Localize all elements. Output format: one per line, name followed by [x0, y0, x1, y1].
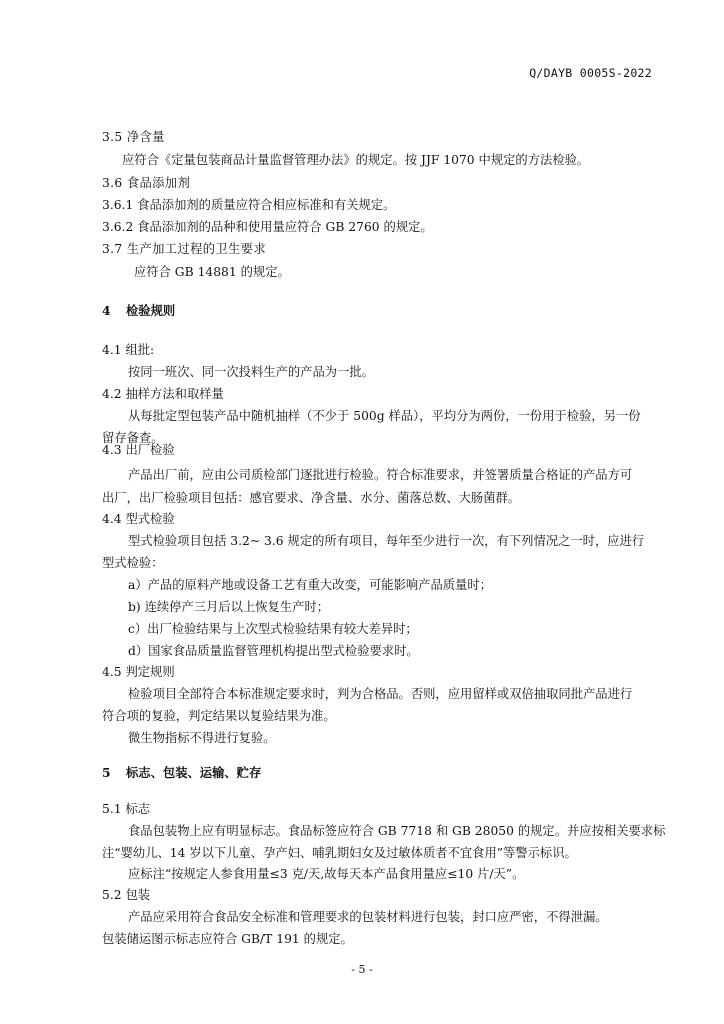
section-3-6-2: 3.6.2 食品添加剂的品种和使用量应符合 GB 2760 的规定。 [102, 220, 433, 234]
chapter-4-heading [102, 303, 175, 319]
standard-code: Q/DAYB 0005S-2022 [529, 66, 652, 80]
list-item: c）出厂检验结果与上次型式检验结果有较大差异时； [128, 622, 418, 636]
list-item: d）国家食品质量监督管理机构提出型式检验要求时。 [128, 644, 419, 658]
page-number: - 5 - [351, 963, 373, 976]
chapter-5-title: 标志、包装、运输、贮存 [126, 765, 262, 780]
section-3-5-body: 应符合《定量包装商品计量监督管理办法》的规定。按 JJF 1070 中规定的方法检验。 [122, 153, 590, 167]
list-item: a）产品的原料产地或设备工艺有重大改变，可能影响产品质量时； [128, 578, 492, 592]
section-4-4-title: 4.4 型式检验 [102, 512, 175, 526]
section-3-5-title: 3.5 净含量 [102, 130, 165, 144]
chapter-4-title: 检验规则 [126, 303, 176, 318]
section-4-4-body-line-2: 型式检验： [102, 556, 164, 570]
section-3-6-1: 3.6.1 食品添加剂的质量应符合相应标准和有关规定。 [102, 198, 396, 212]
section-3-6-title: 3.6 食品添加剂 [102, 176, 191, 190]
section-4-5-body-line-3: 微生物指标不得进行复验。 [128, 731, 276, 745]
section-4-2-body-line-1: 从每批定型包装产品中随机抽样（不少于 500g 样品），平均分为两份，一份用于检验，另一份 [128, 409, 641, 423]
section-5-1-title: 5.1 标志 [102, 802, 151, 816]
section-5-1-body-line-1: 食品包装物上应有明显标志。食品标签应符合 GB 7718 和 GB 28050 的规定。并应按相关要求标 [128, 824, 666, 838]
section-4-5-body-line-1: 检验项目全部符合本标准规定要求时，判为合格品。否则，应用留样或双倍抽取同批产品进行 [128, 687, 633, 701]
section-5-2-body-line-1: 产品应采用符合食品安全标准和管理要求的包装材料进行包装，封口应严密，不得泄漏。 [128, 910, 608, 924]
section-4-4-body-line-1: 型式检验项目包括 3.2~ 3.6 规定的所有项目，每年至少进行一次，有下列情况之一时，应进行 [128, 534, 645, 548]
section-5-1-body-line-2: 注“婴幼儿、14 岁以下儿童、孕产妇、哺乳期妇女及过敏体质者不宜食用”等警示标识。 [102, 846, 577, 860]
section-3-7-body: 应符合 GB 14881 的规定。 [134, 265, 290, 279]
section-4-3-body-line-1: 产品出厂前，应由公司质检部门逐批进行检验。符合标准要求，并签署质量合格证的产品方可 [128, 468, 633, 482]
list-item: b) 连续停产三月后以上恢复生产时； [128, 600, 330, 614]
section-3-7-title: 3.7 生产加工过程的卫生要求 [102, 242, 266, 256]
chapter-5-number: 5 [102, 765, 111, 780]
chapter-5-heading [102, 765, 261, 781]
section-4-5-body-line-2: 符合项的复验，判定结果以复验结果为准。 [102, 709, 336, 723]
section-4-1-body: 按同一班次、同一次投料生产的产品为一批。 [128, 365, 374, 379]
section-4-2-body-line-2: 留存备查。 [102, 431, 164, 445]
section-4-2-title: 4.2 抽样方法和取样量 [102, 387, 224, 401]
section-4-5-title: 4.5 判定规则 [102, 665, 175, 679]
section-5-2-title: 5.2 包装 [102, 888, 151, 902]
section-5-2-body-line-2: 包装储运图示标志应符合 GB/T 191 的规定。 [102, 932, 353, 946]
chapter-4-number: 4 [102, 303, 111, 318]
section-5-1-body-line-3: 应标注“按规定人参食用量≤3 克/天,故每天本产品食用量应≤10 片/天”。 [128, 867, 525, 881]
section-4-3-title: 4.3 出厂检验 [102, 443, 175, 457]
section-4-3-body-line-2: 出厂，出厂检验项目包括：感官要求、净含量、水分、菌落总数、大肠菌群。 [102, 491, 521, 505]
section-4-1-title: 4.1 组批: [102, 343, 155, 357]
